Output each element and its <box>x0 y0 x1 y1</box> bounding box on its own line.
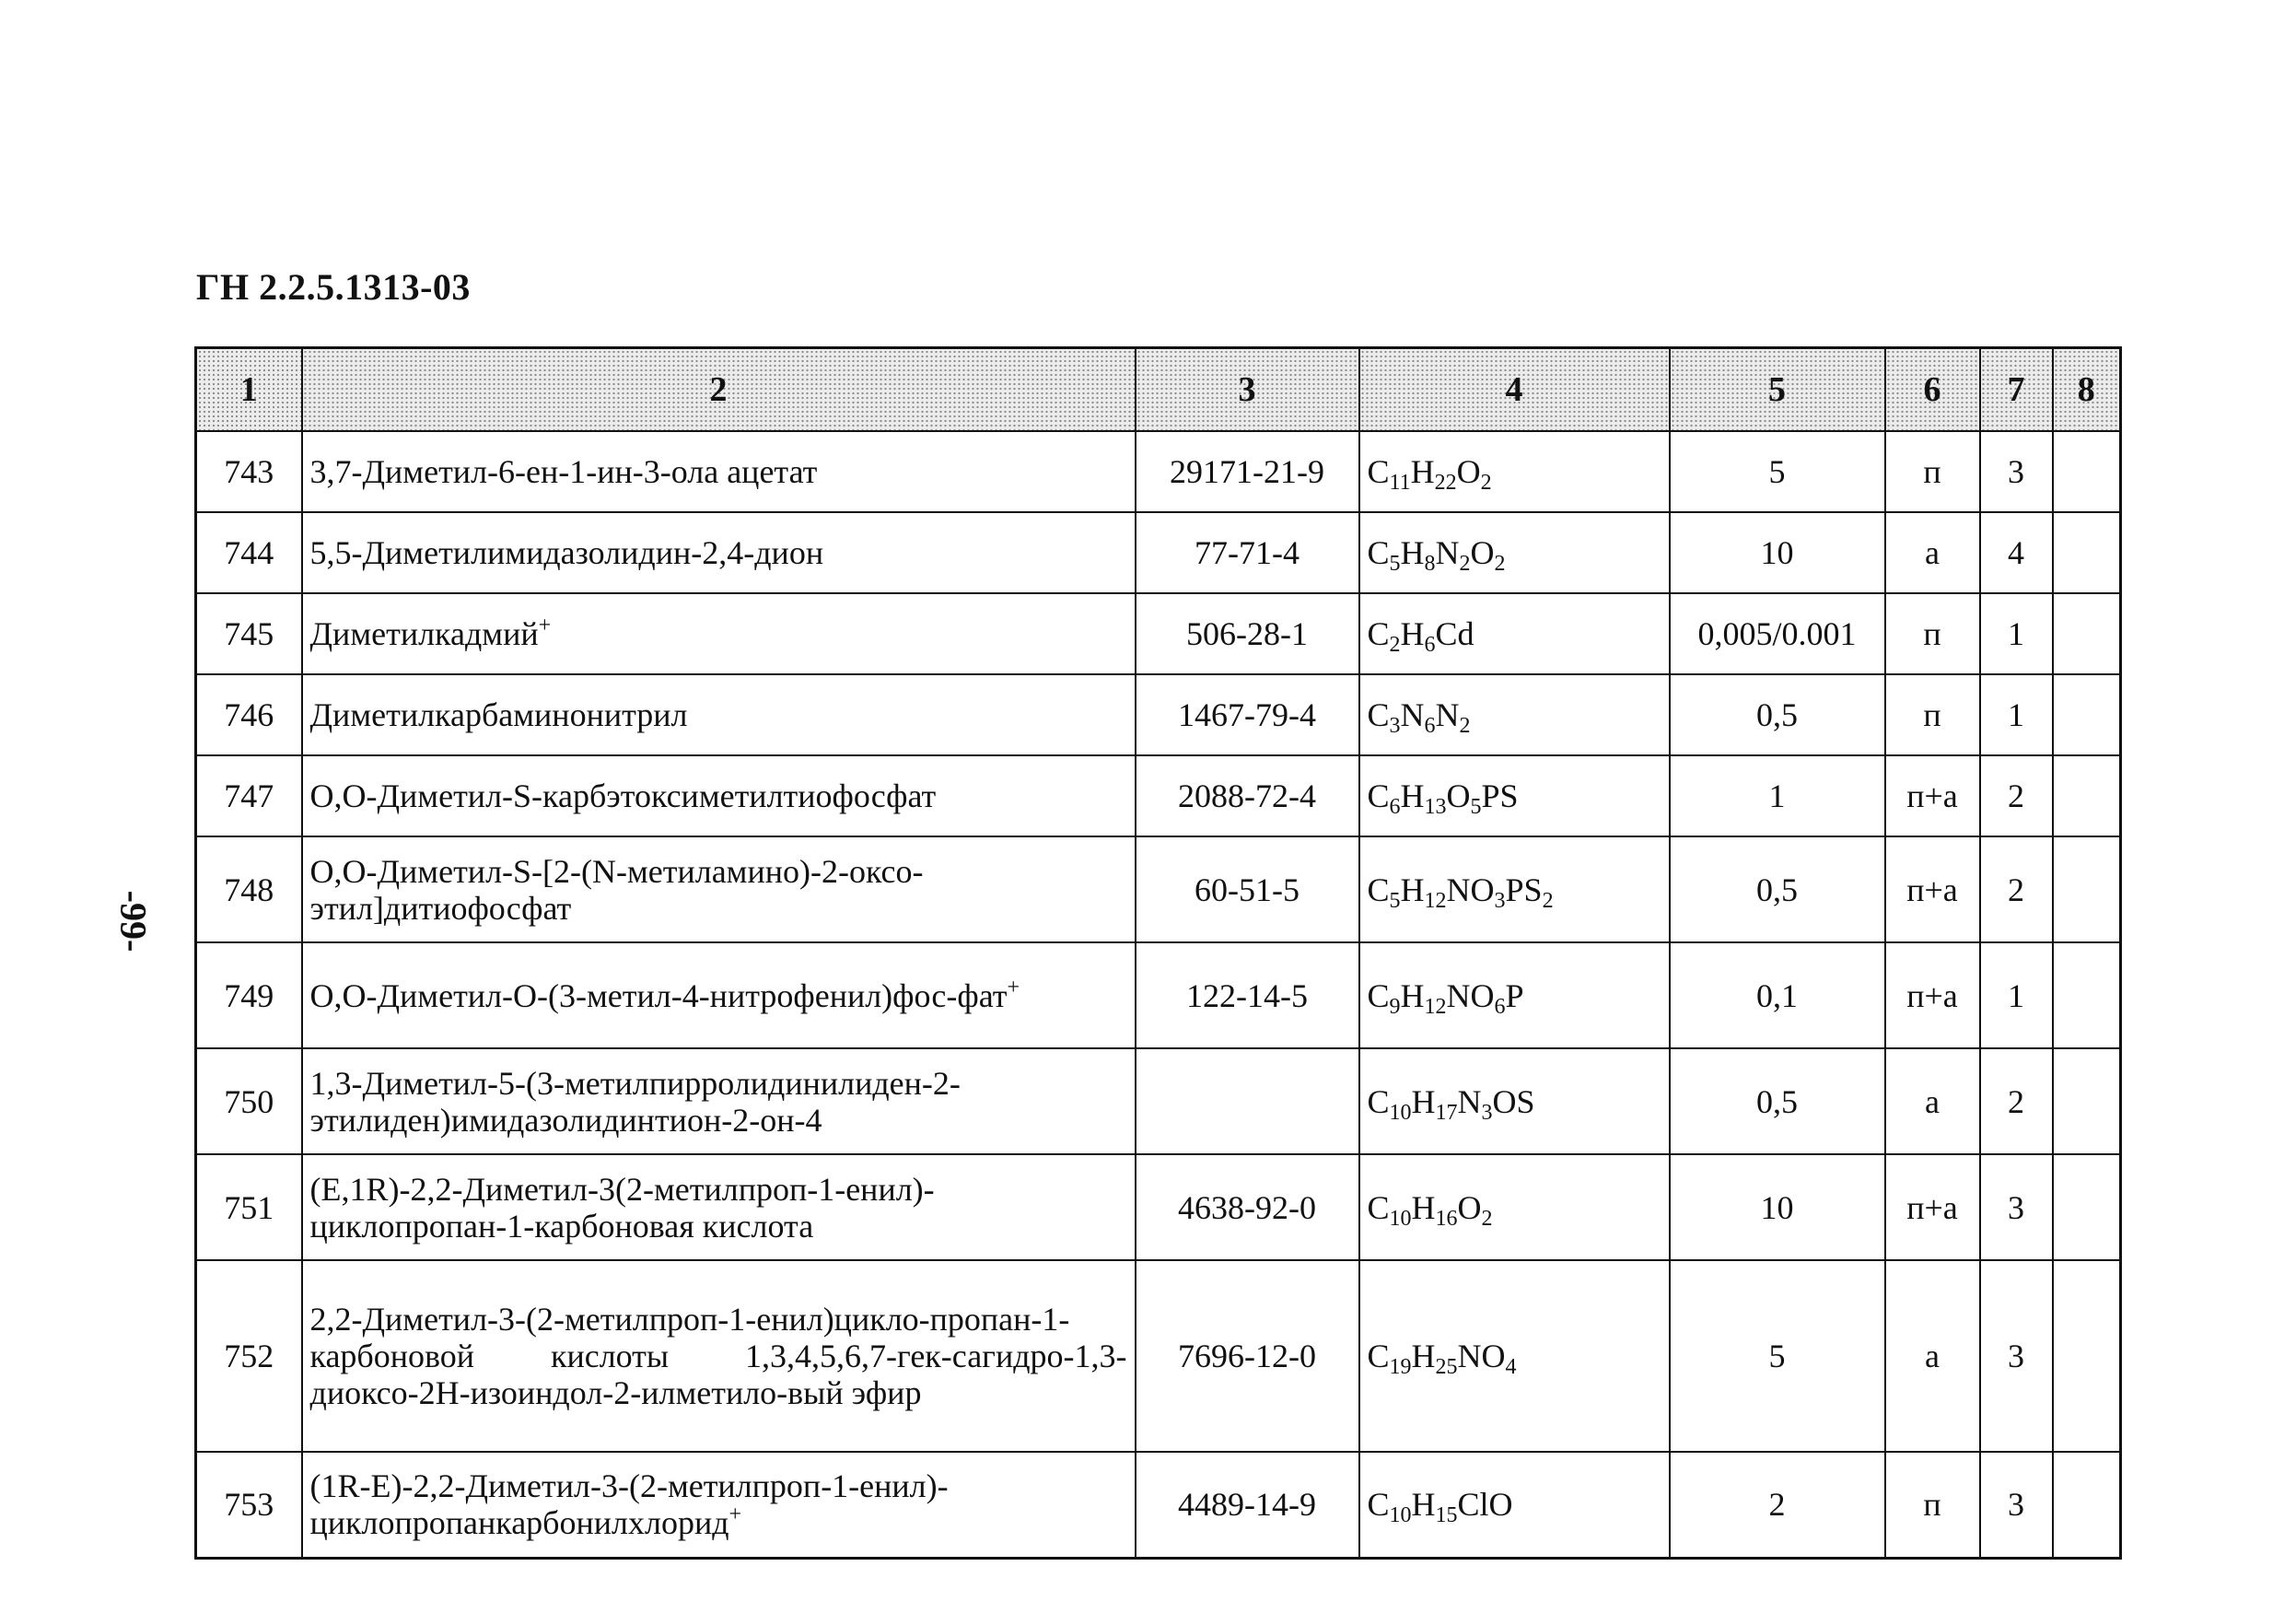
formula-element: PS <box>1505 871 1543 908</box>
formula-index: 2 <box>1389 633 1401 657</box>
hazard-class: 2 <box>1980 755 2053 836</box>
limit-value: 1 <box>1670 755 1885 836</box>
limit-value: 10 <box>1670 512 1885 593</box>
substance-name <box>302 593 1136 674</box>
row-number: 746 <box>196 674 302 755</box>
aggregate-state: п+а <box>1885 1154 1980 1260</box>
col-header-7: 7 <box>1980 348 2053 432</box>
hazard-class: 1 <box>1980 674 2053 755</box>
row-number: 753 <box>196 1452 302 1558</box>
formula-index: 22 <box>1434 471 1457 495</box>
row-number: 751 <box>196 1154 302 1260</box>
formula-element: NO <box>1446 976 1495 1014</box>
formula-element: N <box>1400 696 1425 733</box>
cas-number: 4638-92-0 <box>1136 1154 1359 1260</box>
note <box>2053 1452 2121 1558</box>
substance-name-text: 1,3-Диметил-5-(3-метилпирролидинилиден-2-этилиден)имидазолидинтион-2-он-4 <box>309 1064 961 1139</box>
table-row <box>196 593 2121 674</box>
limit-value: 0,5 <box>1670 836 1885 942</box>
formula-element: N <box>1435 696 1460 733</box>
aggregate-state: п+а <box>1885 942 1980 1048</box>
cas-number: 1467-79-4 <box>1136 674 1359 755</box>
limit-value: 0,005/0.001 <box>1670 593 1885 674</box>
hazard-class: 1 <box>1980 593 2053 674</box>
formula-index: 10 <box>1389 1206 1412 1231</box>
formula-index: 5 <box>1470 795 1482 819</box>
cas-number: 506-28-1 <box>1136 593 1359 674</box>
formula-index: 10 <box>1389 1100 1412 1125</box>
formula-index: 13 <box>1424 795 1447 819</box>
aggregate-state: п <box>1885 593 1980 674</box>
formula-element: H <box>1400 871 1425 908</box>
table-row <box>196 1452 2121 1558</box>
formula <box>1359 1048 1670 1154</box>
formula-index: 17 <box>1435 1100 1458 1125</box>
row-number: 752 <box>196 1260 302 1452</box>
substance-name <box>302 512 1136 593</box>
cas-number: 122-14-5 <box>1136 942 1359 1048</box>
formula-index: 15 <box>1435 1503 1458 1528</box>
aggregate-state: п <box>1885 674 1980 755</box>
row-number: 749 <box>196 942 302 1048</box>
aggregate-state: п <box>1885 1452 1980 1558</box>
formula-index: 2 <box>1459 714 1471 738</box>
table-row <box>196 1154 2121 1260</box>
formula-index: 16 <box>1435 1206 1458 1231</box>
formula-element: H <box>1411 1486 1436 1524</box>
substance-name-text: (1R-E)-2,2-Диметил-3-(2-метилпроп-1-енил)-циклопропанкарбонилхлорид <box>309 1467 949 1542</box>
col-header-8: 8 <box>2053 348 2121 432</box>
cas-number: 77-71-4 <box>1136 512 1359 593</box>
formula-index: 3 <box>1389 714 1401 738</box>
formula-element: C <box>1367 1188 1390 1226</box>
formula-element: ClO <box>1457 1486 1513 1524</box>
formula-element: H <box>1400 615 1425 652</box>
row-number: 747 <box>196 755 302 836</box>
aggregate-state: п+а <box>1885 755 1980 836</box>
limit-value: 2 <box>1670 1452 1885 1558</box>
limit-value: 0,5 <box>1670 674 1885 755</box>
formula-index: 2 <box>1481 1206 1493 1231</box>
limit-value: 10 <box>1670 1154 1885 1260</box>
formula <box>1359 431 1670 512</box>
substance-name-text: Диметилкарбаминонитрил <box>309 696 688 733</box>
formula-index: 5 <box>1389 888 1401 913</box>
table-row <box>196 942 2121 1048</box>
table-row <box>196 836 2121 942</box>
document-code: ГН 2.2.5.1313-03 <box>196 266 471 308</box>
formula <box>1359 836 1670 942</box>
formula-element: NO <box>1457 1338 1506 1374</box>
note <box>2053 755 2121 836</box>
formula-index: 5 <box>1389 552 1401 576</box>
note <box>2053 1154 2121 1260</box>
note <box>2053 1048 2121 1154</box>
cas-number: 60-51-5 <box>1136 836 1359 942</box>
formula-element: C <box>1367 1338 1390 1374</box>
substance-name <box>302 674 1136 755</box>
row-number: 744 <box>196 512 302 593</box>
hazard-class: 2 <box>1980 1048 2053 1154</box>
formula-element: N <box>1457 1082 1482 1120</box>
substance-name-text: 5,5-Диметилимидазолидин-2,4-дион <box>309 534 824 571</box>
formula-element: PS <box>1481 777 1519 814</box>
note <box>2053 431 2121 512</box>
limit-value: 0,5 <box>1670 1048 1885 1154</box>
formula-index: 2 <box>1494 552 1506 576</box>
cas-number: 7696-12-0 <box>1136 1260 1359 1452</box>
marker-plus: + <box>538 614 552 637</box>
formula-index: 6 <box>1424 714 1436 738</box>
formula-index: 6 <box>1494 994 1506 1019</box>
limit-value: 5 <box>1670 431 1885 512</box>
table-row <box>196 431 2121 512</box>
formula-index: 9 <box>1389 994 1401 1019</box>
aggregate-state: п <box>1885 431 1980 512</box>
formula-index: 3 <box>1494 888 1506 913</box>
formula-index: 4 <box>1505 1355 1517 1379</box>
cas-number <box>1136 1048 1359 1154</box>
formula-index: 2 <box>1480 471 1492 495</box>
substance-name <box>302 431 1136 512</box>
formula-element: H <box>1410 453 1435 490</box>
cas-number: 2088-72-4 <box>1136 755 1359 836</box>
limit-value: 5 <box>1670 1260 1885 1452</box>
col-header-1: 1 <box>196 348 302 432</box>
formula-element: P <box>1505 976 1524 1014</box>
substance-name <box>302 942 1136 1048</box>
aggregate-state: а <box>1885 1260 1980 1452</box>
formula-element: NO <box>1446 871 1495 908</box>
formula-element: Cd <box>1435 615 1474 652</box>
formula-element: O <box>1456 453 1481 490</box>
hazard-class: 3 <box>1980 1452 2053 1558</box>
formula-element: C <box>1367 453 1390 490</box>
substance-name <box>302 755 1136 836</box>
page-number: -99- <box>112 890 155 953</box>
formula-index: 6 <box>1389 795 1401 819</box>
note <box>2053 942 2121 1048</box>
col-header-2: 2 <box>302 348 1136 432</box>
formula <box>1359 593 1670 674</box>
substance-name-text: O,O-Диметил-S-карбэтоксиметилтиофосфат <box>309 777 937 814</box>
col-header-3: 3 <box>1136 348 1359 432</box>
formula-index: 19 <box>1389 1355 1412 1379</box>
col-header-4: 4 <box>1359 348 1670 432</box>
formula-element: C <box>1367 1082 1390 1120</box>
formula-index: 11 <box>1389 471 1411 495</box>
formula-element: H <box>1400 976 1425 1014</box>
substance-name <box>302 836 1136 942</box>
formula-element: N <box>1435 534 1460 571</box>
formula-index: 8 <box>1424 552 1436 576</box>
formula-index: 12 <box>1424 888 1447 913</box>
formula <box>1359 512 1670 593</box>
formula <box>1359 674 1670 755</box>
cas-number: 4489-14-9 <box>1136 1452 1359 1558</box>
formula-element: H <box>1411 1338 1436 1374</box>
substance-name <box>302 1048 1136 1154</box>
marker-plus: + <box>1007 975 1020 999</box>
substance-name-text: O,O-Диметил-S-[2-(N-метиламино)-2-оксо-этил]дитиофосфат <box>309 852 924 927</box>
formula-element: H <box>1400 777 1425 814</box>
note <box>2053 593 2121 674</box>
table-row <box>196 1048 2121 1154</box>
formula-element: C <box>1367 871 1390 908</box>
row-number: 750 <box>196 1048 302 1154</box>
note <box>2053 674 2121 755</box>
formula-element: H <box>1411 1082 1436 1120</box>
substance-name-text: (E,1R)-2,2-Диметил-3(2-метилпроп-1-енил)-циклопропан-1-карбоновая кислота <box>309 1170 935 1245</box>
formula-index: 2 <box>1459 552 1471 576</box>
formula-element: C <box>1367 534 1390 571</box>
col-header-6: 6 <box>1885 348 1980 432</box>
note <box>2053 512 2121 593</box>
substance-name-text: Диметилкадмий <box>309 615 539 652</box>
formula <box>1359 1154 1670 1260</box>
formula-index: 12 <box>1424 994 1447 1019</box>
formula-element: C <box>1367 615 1390 652</box>
substance-name-text: 3,7-Диметил-6-ен-1-ин-3-ола ацетат <box>309 453 818 490</box>
formula-element: OS <box>1492 1082 1535 1120</box>
note <box>2053 1260 2121 1452</box>
formula <box>1359 1452 1670 1558</box>
substance-name-text: O,O-Диметил-O-(3-метил-4-нитрофенил)фос-фат <box>309 976 1008 1014</box>
limit-value: 0,1 <box>1670 942 1885 1048</box>
hazard-class: 3 <box>1980 1154 2053 1260</box>
marker-plus: + <box>728 1502 742 1527</box>
formula-index: 10 <box>1389 1503 1412 1528</box>
hazard-class: 3 <box>1980 1260 2053 1452</box>
row-number: 745 <box>196 593 302 674</box>
substance-name <box>302 1260 1136 1452</box>
table-row <box>196 1260 2121 1452</box>
formula-index: 3 <box>1481 1100 1493 1125</box>
note <box>2053 836 2121 942</box>
formula <box>1359 942 1670 1048</box>
formula-element: O <box>1470 534 1495 571</box>
formula-element: C <box>1367 1486 1390 1524</box>
hazard-class: 1 <box>1980 942 2053 1048</box>
table-header-row <box>196 348 2121 432</box>
formula-element: H <box>1400 534 1425 571</box>
formula-element: C <box>1367 777 1390 814</box>
formula-element: C <box>1367 696 1390 733</box>
hazard-class: 4 <box>1980 512 2053 593</box>
substance-name-text: 2,2-Диметил-3-(2-метилпроп-1-енил)цикло-пропан-1-карбоновой кислоты 1,3,4,5,6,7-гек-сагидро-1,3-диоксо-2Н-изоиндол-2-илметило-вый эфир <box>309 1301 1127 1411</box>
formula-index: 25 <box>1435 1355 1458 1379</box>
row-number: 743 <box>196 431 302 512</box>
formula <box>1359 755 1670 836</box>
formula <box>1359 1260 1670 1452</box>
substances-table <box>194 346 2122 1560</box>
cas-number: 29171-21-9 <box>1136 431 1359 512</box>
formula-element: O <box>1457 1188 1482 1226</box>
formula-element: O <box>1446 777 1471 814</box>
formula-index: 2 <box>1542 888 1554 913</box>
table-row <box>196 674 2121 755</box>
col-header-5: 5 <box>1670 348 1885 432</box>
table-row <box>196 755 2121 836</box>
formula-element: H <box>1411 1188 1436 1226</box>
formula-index: 6 <box>1424 633 1436 657</box>
formula-element: C <box>1367 976 1390 1014</box>
table-row <box>196 512 2121 593</box>
hazard-class: 2 <box>1980 836 2053 942</box>
aggregate-state: п+а <box>1885 836 1980 942</box>
substance-name <box>302 1452 1136 1558</box>
aggregate-state: а <box>1885 512 1980 593</box>
substance-name <box>302 1154 1136 1260</box>
hazard-class: 3 <box>1980 431 2053 512</box>
aggregate-state: а <box>1885 1048 1980 1154</box>
row-number: 748 <box>196 836 302 942</box>
